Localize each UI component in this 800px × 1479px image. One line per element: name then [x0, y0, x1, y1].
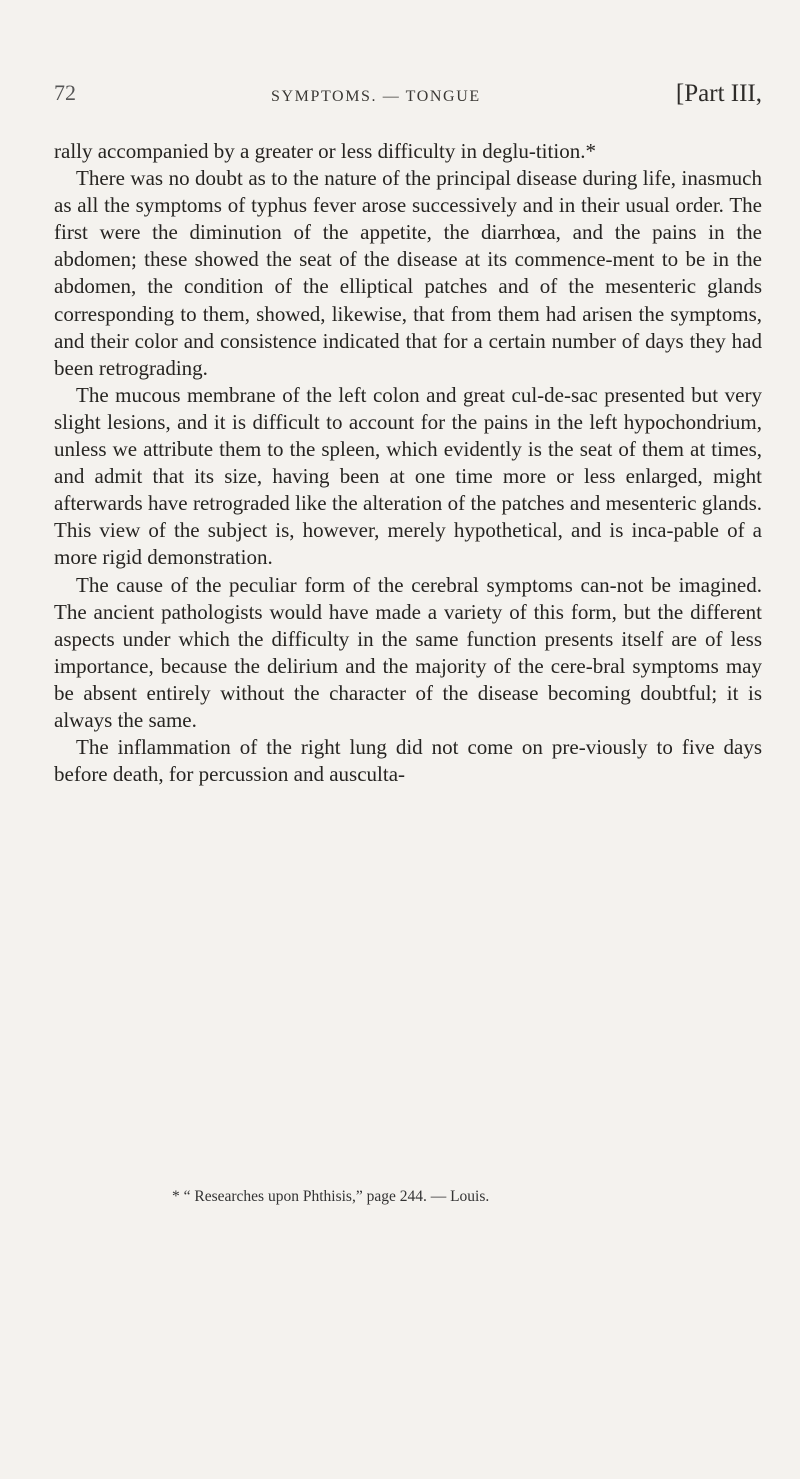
page-number: 72 — [54, 80, 76, 105]
paragraph-continuation: rally accompanied by a greater or less difficulty in deglu-tition.* — [54, 139, 596, 163]
footnote: * “ Researches upon Phthisis,” page 244. — Louis. — [172, 1188, 490, 1205]
paragraph-right-lung: The inflammation of the right lung did not come on pre-viously to five days before death, for percussion and ausculta- — [54, 735, 762, 787]
running-title: SYMPTOMS. — TONGUE — [271, 88, 481, 105]
paragraph-cerebral-symptoms: The cause of the peculiar form of the cerebral symptoms can-not be imagined. The ancient pathologists would have made a variety of this form, but the different aspects under which the difficulty in the same function presents itself are of less importance, because the delirium and the majority of the cere-bral symptoms may be absent entirely without the character of the disease becoming doubtful; it is always the same. — [54, 572, 762, 732]
paragraph-principal-disease: There was no doubt as to the nature of the principal disease during life, inasmuch as all the symptoms of typhus fever arose successively and in their usual order. The first were the diminution of the appetite, the diarrhœa, and the pains in the abdomen; these showed the seat of the disease at its commence-ment to be in the abdomen, the condition of the elliptical patches and of the mesenteric glands corresponding to them, showed, likewise, that from them had arisen the symptoms, and their color and consistence indicated that for a certain number of days they had been retrograding. — [54, 166, 762, 380]
body-text — [54, 138, 762, 788]
part-label: [Part III, — [675, 80, 762, 107]
paragraph-mucous-membrane: The mucous membrane of the left colon and great cul-de-sac presented but very slight lesions, and it is difficult to account for the pains in the left hypochondrium, unless we attribute them to the spleen, which evidently is the seat of them at times, and admit that its size, having been at one time more or less enlarged, might afterwards have retrograded like the alteration of the patches and mesenteric glands. This view of the subject is, however, merely hypothetical, and is inca-pable of a more rigid demonstration. — [54, 382, 762, 570]
running-head — [54, 78, 762, 118]
